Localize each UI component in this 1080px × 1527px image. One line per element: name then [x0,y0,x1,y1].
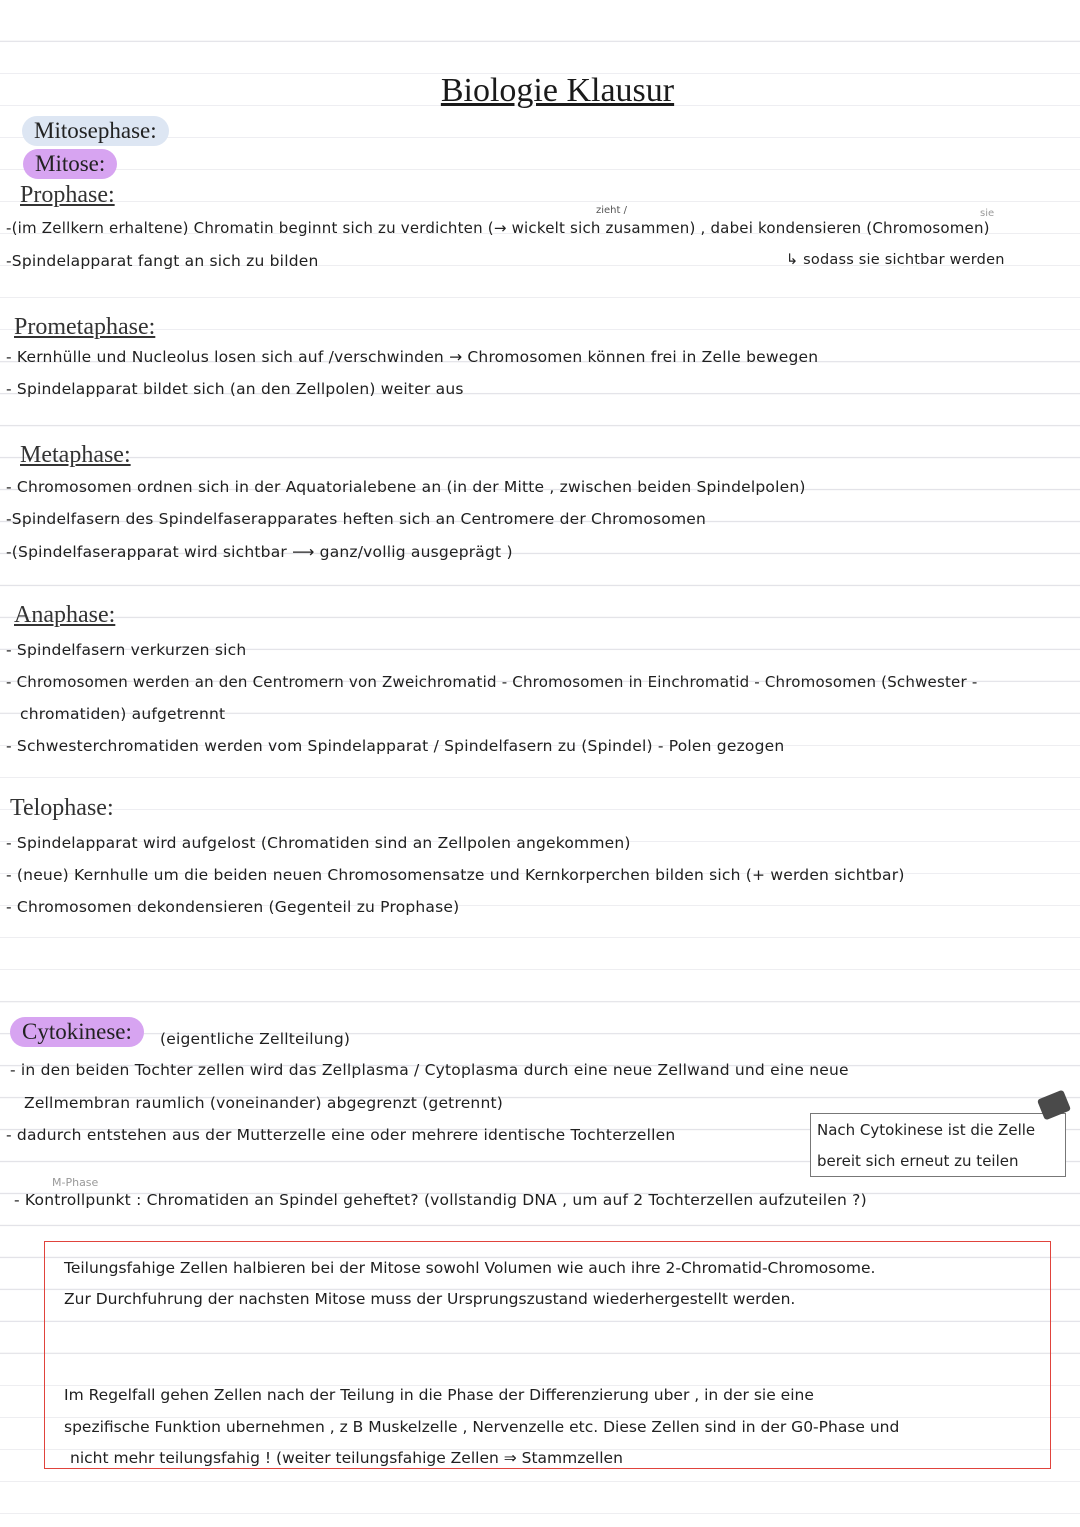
tag-cytokinese: Cytokinese: [10,1017,144,1047]
note-line-1: Nach Cytokinese ist die Zelle [817,1121,1036,1139]
telophase-line-3: - Chromosomen dekondensieren (Gegenteil zu Prophase) [6,898,460,916]
heading-prometaphase: Prometaphase: [14,314,156,340]
heading-metaphase: Metaphase: [20,442,131,468]
cytokinese-line-3: - dadurch entstehen aus der Mutterzelle eine oder mehrere identische Tochterzellen [6,1126,676,1144]
summary-line-3: Im Regelfall gehen Zellen nach der Teilung in die Phase der Differenzierung uber , in der sie eine [64,1386,814,1404]
telophase-line-2: - (neue) Kernhulle um die beiden neuen Chromosomensatze und Kernkorperchen bilden sich (+ werden sichtbar) [6,866,905,884]
heading-prophase: Prophase: [20,182,115,208]
prophase-line-2: -Spindelapparat fangt an sich zu bilden [6,252,319,270]
metaphase-line-1: - Chromosomen ordnen sich in der Aquatorialebene an (in der Mitte , zwischen beiden Spindelpolen) [6,478,806,496]
annotation-zieht: zieht / [596,205,627,216]
mphase-label: M-Phase [52,1176,99,1189]
anaphase-line-3: chromatiden) aufgetrennt [20,705,226,723]
anaphase-line-2: - Chromosomen werden an den Centromern von Zweichromatid - Chromosomen in Einchromatid - Chromosomen (Schwester - [6,673,978,691]
metaphase-line-2: -Spindelfasern des Spindelfaserapparates heften sich an Centromere der Chromosomen [6,510,707,528]
prometaphase-line-2: - Spindelapparat bildet sich (an den Zellpolen) weiter aus [6,380,464,398]
note-box [810,1113,1066,1177]
heading-anaphase: Anaphase: [14,602,116,628]
summary-line-5: nicht mehr teilungsfahig ! (weiter teilungsfahige Zellen ⇒ Stammzellen [70,1449,623,1467]
anaphase-line-4: - Schwesterchromatiden werden vom Spindelapparat / Spindelfasern zu (Spindel) - Polen gezogen [6,737,785,755]
prometaphase-line-1: - Kernhülle und Nucleolus losen sich auf /verschwinden → Chromosomen können frei in Zelle bewegen [6,348,819,366]
telophase-line-1: - Spindelapparat wird aufgelost (Chromatiden sind an Zellpolen angekommen) [6,834,631,852]
prophase-line-3: ↳ sodass sie sichtbar werden [786,252,1005,268]
heading-telophase: Telophase: [10,795,114,821]
cytokinese-line-1: - in den beiden Tochter zellen wird das Zellplasma / Cytoplasma durch eine neue Zellwand und eine neue [10,1061,849,1079]
annotation-sie: sie [980,208,995,219]
cytokinese-subtitle: (eigentliche Zellteilung) [160,1030,351,1048]
metaphase-line-3: -(Spindelfaserapparat wird sichtbar ⟶ ganz/vollig ausgeprägt ) [6,543,513,561]
cytokinese-line-2: Zellmembran raumlich (voneinander) abgegrenzt (getrennt) [24,1094,504,1112]
summary-line-2: Zur Durchfuhrung der nachsten Mitose muss der Ursprungszustand wiederhergestellt werden. [64,1290,796,1308]
tag-mitose: Mitose: [23,149,117,179]
tag-mitosephase: Mitosephase: [22,116,169,146]
page-title: Biologie Klausur [440,72,675,109]
prophase-line-1: -(im Zellkern erhaltene) Chromatin beginnt sich zu verdichten (→ wickelt sich zusammen) , dabei kondensieren (Chromosomen) [6,219,990,237]
note-line-2: bereit sich erneut zu teilen [817,1152,1019,1170]
summary-line-1: Teilungsfahige Zellen halbieren bei der Mitose sowohl Volumen wie auch ihre 2-Chromatid-Chromosome. [64,1259,876,1277]
summary-line-4: spezifische Funktion ubernehmen , z B Muskelzelle , Nervenzelle etc. Diese Zellen sind in der G0-Phase und [64,1418,900,1436]
anaphase-line-1: - Spindelfasern verkurzen sich [6,641,247,659]
checkpoint-line: - Kontrollpunkt : Chromatiden an Spindel geheftet? (vollstandig DNA , um auf 2 Tochterzellen aufzuteilen ?) [14,1191,867,1209]
